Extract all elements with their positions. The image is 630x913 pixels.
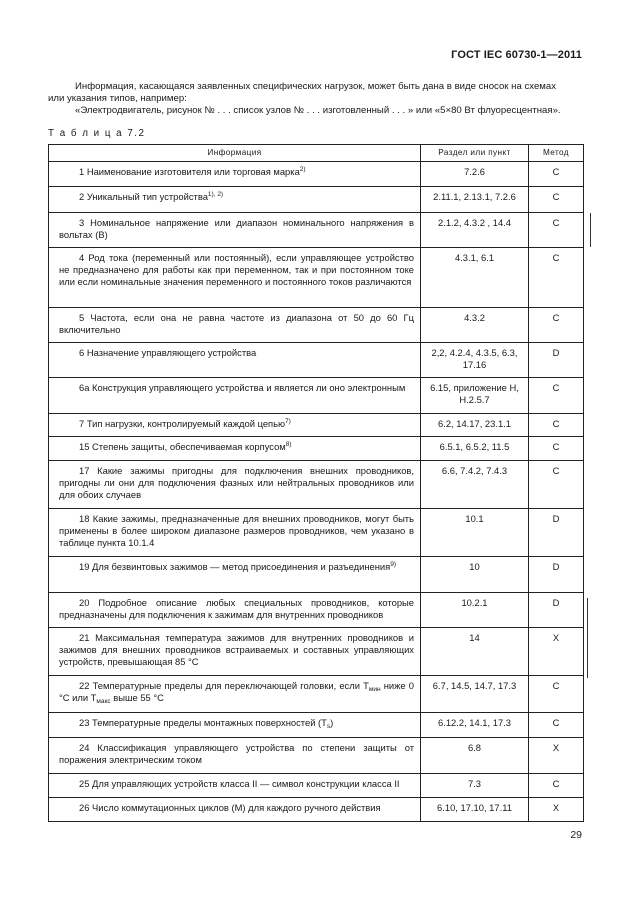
table-row (49, 248, 584, 308)
row-method: D (529, 343, 584, 378)
row-section: 2.1.2, 4.3.2 , 14.4 (421, 213, 529, 248)
table-row (49, 676, 584, 713)
row-section: 6.15, приложение H, H.2.5.7 (421, 378, 529, 414)
page-number: 29 (570, 829, 582, 841)
row-method: C (529, 414, 584, 437)
row-section: 6.8 (421, 738, 529, 774)
table-row (49, 461, 584, 509)
row-method: C (529, 378, 584, 414)
intro-line-1: Информация, касающаяся заявленных специфических нагрузок, может быть дана в виде сносок на схемах (75, 81, 557, 92)
row-section: 6.6, 7.4.2, 7.4.3 (421, 461, 529, 509)
table-caption: Т а б л и ц а 7.2 (48, 128, 146, 139)
document-header: ГОСТ IEC 60730-1—2011 (451, 49, 582, 61)
row-method: C (529, 774, 584, 798)
row-info: 26 Число коммутационных циклов (M) для каждого ручного действия (49, 798, 421, 822)
table-row (49, 437, 584, 461)
change-bar (587, 598, 588, 678)
intro-line-2: или указания типов, например: (48, 93, 187, 104)
table-row (49, 738, 584, 774)
row-info: 18 Какие зажимы, предназначенные для внешних проводников, могут быть применены в более широком диапазоне размеров проводников, чем указано в таблице пункта 10.1.4 (49, 509, 421, 557)
row-section: 10 (421, 557, 529, 593)
header-section: Раздел или пункт (421, 145, 529, 162)
row-method: C (529, 308, 584, 343)
row-method: C (529, 437, 584, 461)
row-info: 1 Наименование изготовителя или торговая марка$^{2)}$ (49, 162, 421, 187)
table-row (49, 187, 584, 213)
row-section: 7.2.6 (421, 162, 529, 187)
row-info: 6а Конструкция управляющего устройства и является ли оно электронным (49, 378, 421, 414)
row-section: 6.10, 17.10, 17.11 (421, 798, 529, 822)
table-header-row (49, 145, 584, 162)
table-row (49, 343, 584, 378)
row-method: X (529, 628, 584, 676)
row-info: 17 Какие зажимы пригодны для подключения внешних проводников, пригодны ли они для подключения фазных или нейтральных проводников или для обоих случаев (49, 461, 421, 509)
intro-line-3: «Электродвигатель, рисунок № . . . список узлов № . . . изготовленный . . . » или «5×80 Вт флуоресцентная». (75, 105, 561, 116)
row-section: 6.2, 14.17, 23.1.1 (421, 414, 529, 437)
table-row (49, 557, 584, 593)
table-row (49, 308, 584, 343)
row-section: 6.12.2, 14.1, 17.3 (421, 713, 529, 738)
row-info: 24 Классификация управляющего устройства по степени защиты от поражения электрическим током (49, 738, 421, 774)
row-method: D (529, 557, 584, 593)
row-info: 4 Род тока (переменный или постоянный), если управляющее устройство не предназначено для работы как при переменном, так и при постоянном токе или если номинальные значения переменного и постоянного токов различаются (49, 248, 421, 308)
row-info: 15 Степень защиты, обеспечиваемая корпусом$^{8)}$ (49, 437, 421, 461)
row-method: X (529, 738, 584, 774)
table-row (49, 774, 584, 798)
row-method: X (529, 798, 584, 822)
table-row (49, 414, 584, 437)
row-section: 2.11.1, 2.13.1, 7.2.6 (421, 187, 529, 213)
row-info: 20 Подробное описание любых специальных проводников, которые предназначены для подключения к зажимам для внутренних проводников (49, 593, 421, 628)
row-section: 6.7, 14.5, 14.7, 17.3 (421, 676, 529, 713)
table-row (49, 713, 584, 738)
row-method: C (529, 162, 584, 187)
row-method: C (529, 248, 584, 308)
row-info: 3 Номинальное напряжение или диапазон номинального напряжения в вольтах (В) (49, 213, 421, 248)
row-method: D (529, 509, 584, 557)
row-info: 7 Тип нагрузки, контролируемый каждой цепью$^{7)}$ (49, 414, 421, 437)
row-method: C (529, 676, 584, 713)
row-info: 21 Максимальная температура зажимов для внутренних проводников и зажимов для внешних проводников встраиваемых и составных управляющих устройств, превышающая 85 °C (49, 628, 421, 676)
table-row (49, 798, 584, 822)
header-method: Метод (529, 145, 584, 162)
row-section: 10.1 (421, 509, 529, 557)
row-info: 23 Температурные пределы монтажных поверхностей $(T_s)$ (49, 713, 421, 738)
requirements-table (48, 144, 584, 822)
row-info: 6 Назначение управляющего устройства (49, 343, 421, 378)
row-method: C (529, 213, 584, 248)
row-info: 22 Температурные пределы для переключающей головки, если $T_{мин}$ ниже 0 °C или $T_{макс}$ выше 55 °C (49, 676, 421, 713)
header-info: Информация (49, 145, 421, 162)
row-section: 4.3.2 (421, 308, 529, 343)
row-method: D (529, 593, 584, 628)
table-row (49, 213, 584, 248)
change-bar (590, 213, 591, 247)
row-section: 2,2, 4.2.4, 4.3.5, 6.3, 17.16 (421, 343, 529, 378)
row-info: 5 Частота, если она не равна частоте из диапазона от 50 до 60 Гц включительно (49, 308, 421, 343)
row-section: 7.3 (421, 774, 529, 798)
row-section: 6.5.1, 6.5.2, 11.5 (421, 437, 529, 461)
table-row (49, 593, 584, 628)
row-section: 14 (421, 628, 529, 676)
intro-text (48, 81, 583, 117)
row-section: 4.3.1, 6.1 (421, 248, 529, 308)
table-row (49, 162, 584, 187)
row-method: C (529, 187, 584, 213)
row-info: 2 Уникальный тип устройства$^{1), 2)}$ (49, 187, 421, 213)
row-method: C (529, 461, 584, 509)
row-info: 25 Для управляющих устройств класса II — символ конструкции класса II (49, 774, 421, 798)
row-section: 10.2.1 (421, 593, 529, 628)
table-row (49, 509, 584, 557)
row-info: 19 Для безвинтовых зажимов — метод присоединения и разъединения$^{9)}$ (49, 557, 421, 593)
row-method: C (529, 713, 584, 738)
table-row (49, 378, 584, 414)
table-row (49, 628, 584, 676)
